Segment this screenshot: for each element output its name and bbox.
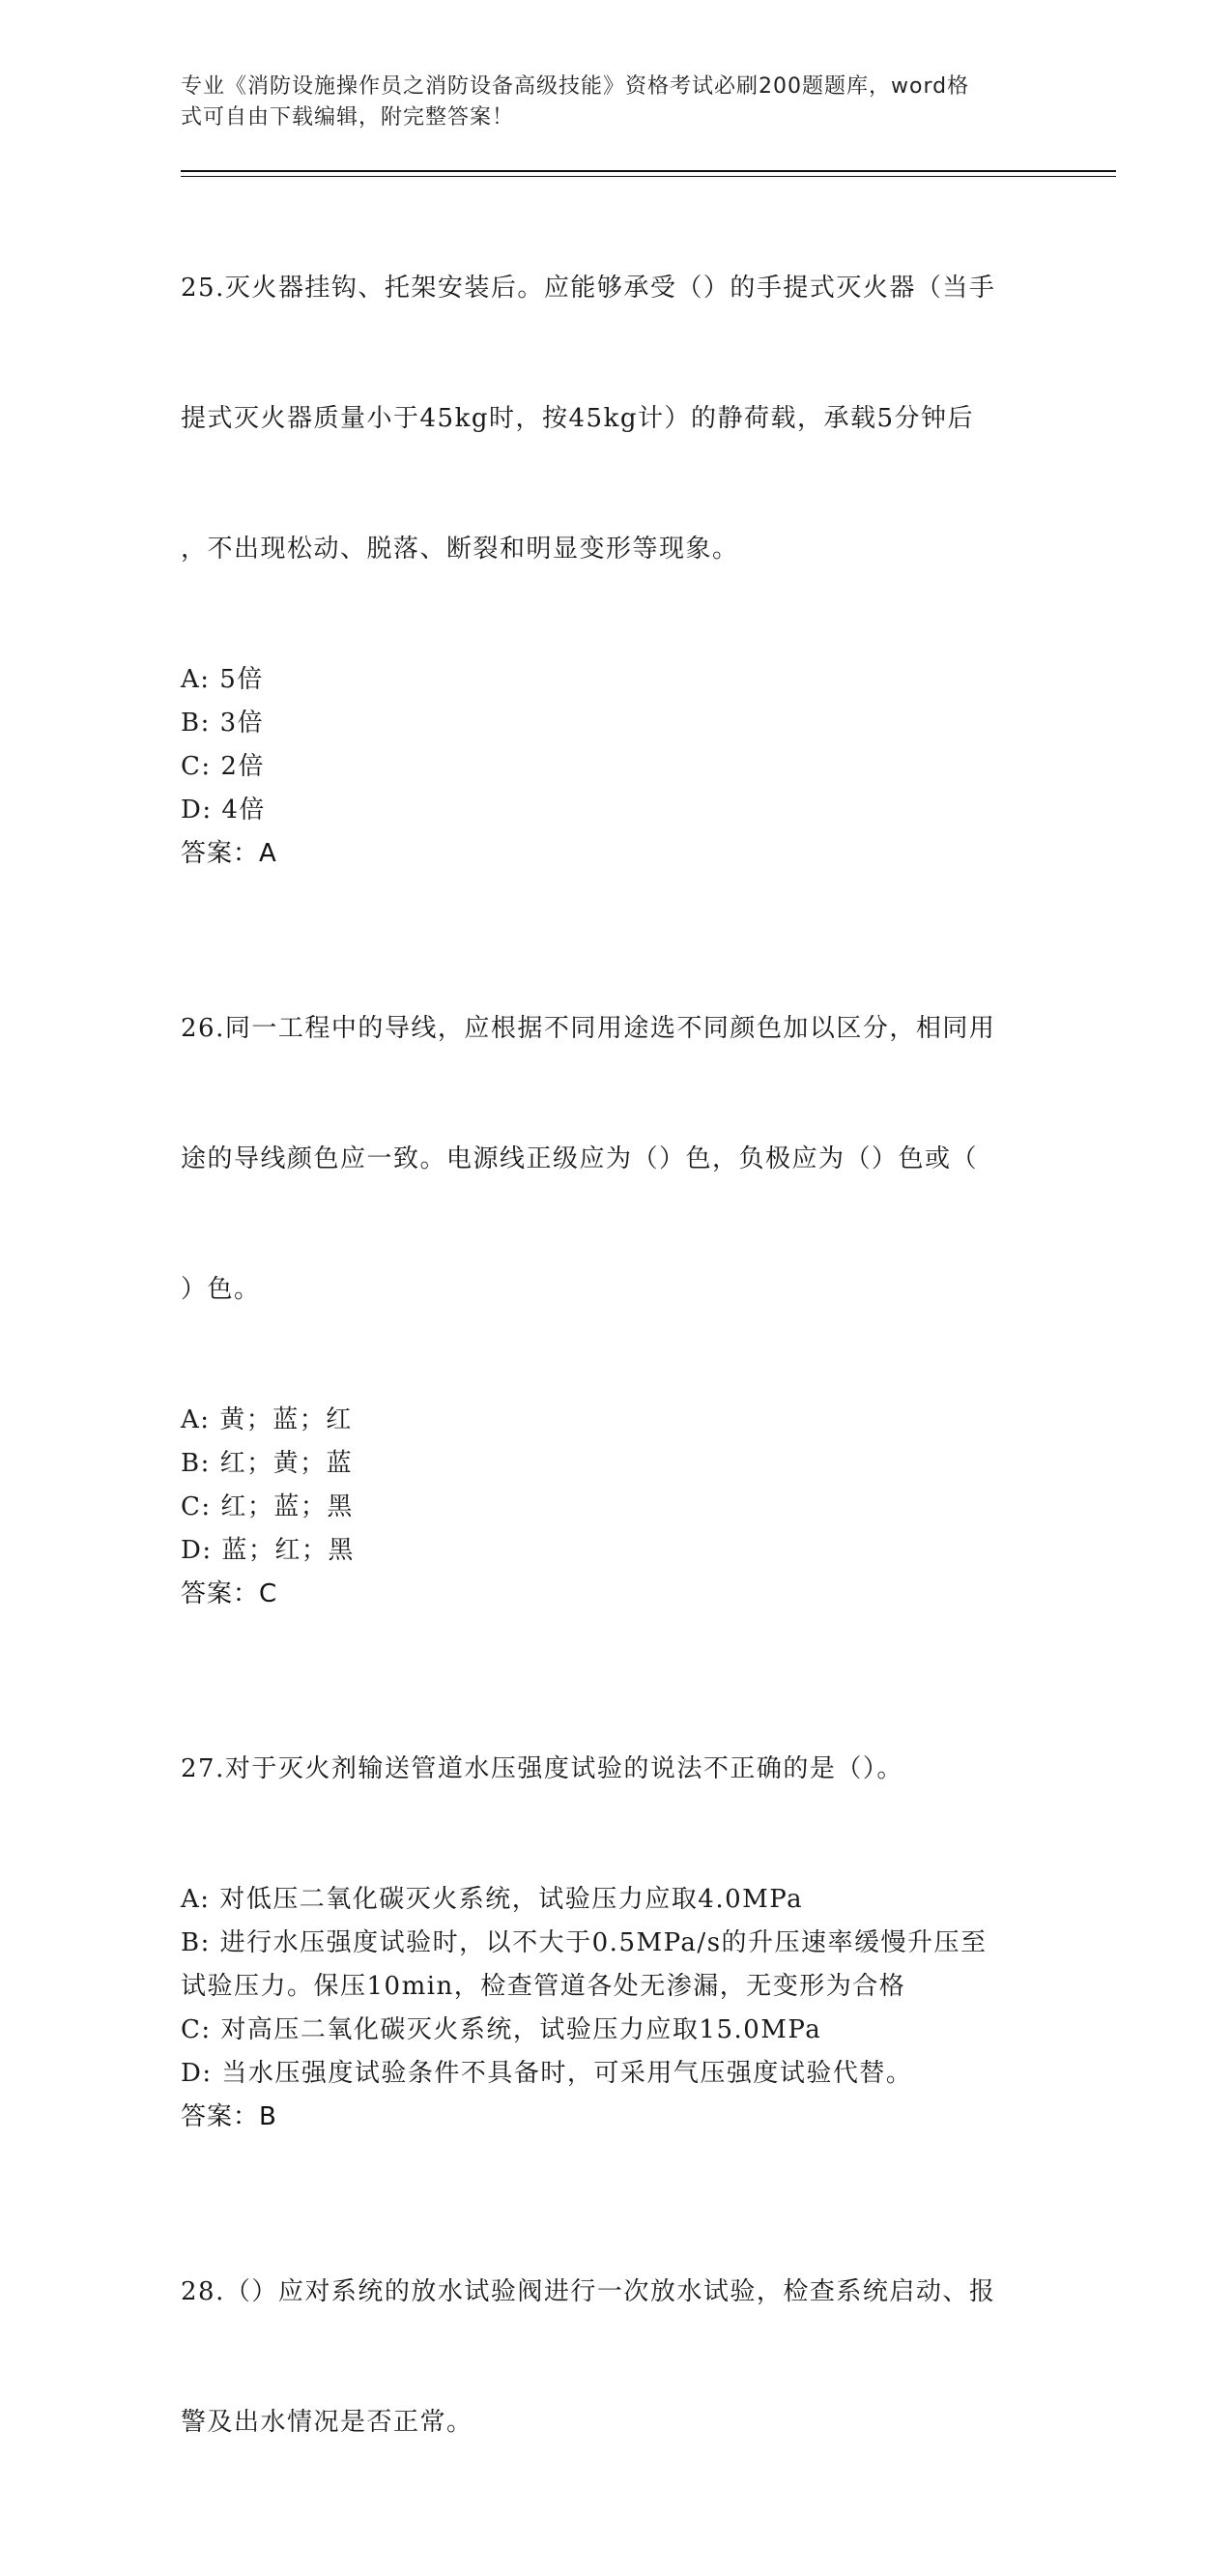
question-28 xyxy=(181,2184,1050,2532)
stem-line: 27.对于灭火剂输送管道水压强度试验的说法不正确的是（）。 xyxy=(181,1754,903,1783)
option-a: A: 对低压二氧化碳灭火系统，试验压力应取4.0MPa xyxy=(181,1885,804,1914)
stem-line: ）色。 xyxy=(181,1275,261,1304)
question-stem xyxy=(181,180,1050,658)
option-d: D: 4倍 xyxy=(181,796,266,825)
answer-label: 答案： xyxy=(181,839,260,868)
answer-line xyxy=(181,2096,1050,2139)
option-a: A: 5倍 xyxy=(181,665,264,694)
option-b: B: 进行水压强度试验时，以不大于0.5MPa/s的升压速率缓慢升压至 xyxy=(181,1928,988,1957)
answer-line xyxy=(181,832,1050,876)
answer-label: 答案： xyxy=(181,2102,260,2131)
stem-line: 25.灭火器挂钩、托架安装后。应能够承受（）的手提式灭火器（当手 xyxy=(181,274,996,303)
answer-value: A xyxy=(259,839,277,868)
question-26 xyxy=(181,920,1050,1616)
option-b: B: 3倍 xyxy=(181,709,265,738)
option-c: C: 对高压二氧化碳灭火系统，试验压力应取15.0MPa xyxy=(181,2015,822,2044)
stem-line: 28.（）应对系统的放水试验阀进行一次放水试验，检查系统启动、报 xyxy=(181,2277,996,2306)
option-c: C: 红；蓝；黑 xyxy=(181,1492,354,1521)
answer-value: C xyxy=(259,1579,278,1608)
stem-line: 提式灭火器质量小于45kg时，按45kg计）的静荷载，承载5分钟后 xyxy=(181,404,975,433)
stem-line: 警及出水情况是否正常。 xyxy=(181,2408,473,2437)
question-stem xyxy=(181,1661,1050,1878)
document-header xyxy=(181,72,1031,133)
option-b: B: 红；黄；蓝 xyxy=(181,1449,354,1478)
header-line-1: 专业《消防设施操作员之消防设备高级技能》资格考试必刷200题题库，word格 xyxy=(181,74,970,99)
header-divider-thick xyxy=(181,170,1116,172)
question-25 xyxy=(181,180,1050,876)
stem-line: 途的导线颜色应一致。电源线正级应为（）色，负极应为（）色或（ xyxy=(181,1144,979,1173)
option-d: D: 当水压强度试验条件不具备时，可采用气压强度试验代替。 xyxy=(181,2059,913,2088)
option-a: A: 黄；蓝；红 xyxy=(181,1405,353,1434)
header-divider-thin xyxy=(181,176,1116,177)
header-line-2: 式可自由下载编辑，附完整答案！ xyxy=(181,105,515,130)
stem-line: ，不出现松动、脱落、断裂和明显变形等现象。 xyxy=(181,535,739,564)
option-c: C: 2倍 xyxy=(181,752,265,781)
option-b-continued: 试验压力。保压10min，检查管道各处无渗漏，无变形为合格 xyxy=(181,1972,906,2001)
stem-line: 26.同一工程中的导线，应根据不同用途选不同颜色加以区分，相同用 xyxy=(181,1014,996,1043)
question-stem xyxy=(181,920,1050,1399)
answer-label: 答案： xyxy=(181,1579,260,1608)
option-d: D: 蓝；红；黑 xyxy=(181,1536,355,1565)
question-list xyxy=(181,180,1050,2576)
question-stem xyxy=(181,2184,1050,2532)
answer-value: B xyxy=(259,2102,277,2131)
question-27 xyxy=(181,1661,1050,2139)
